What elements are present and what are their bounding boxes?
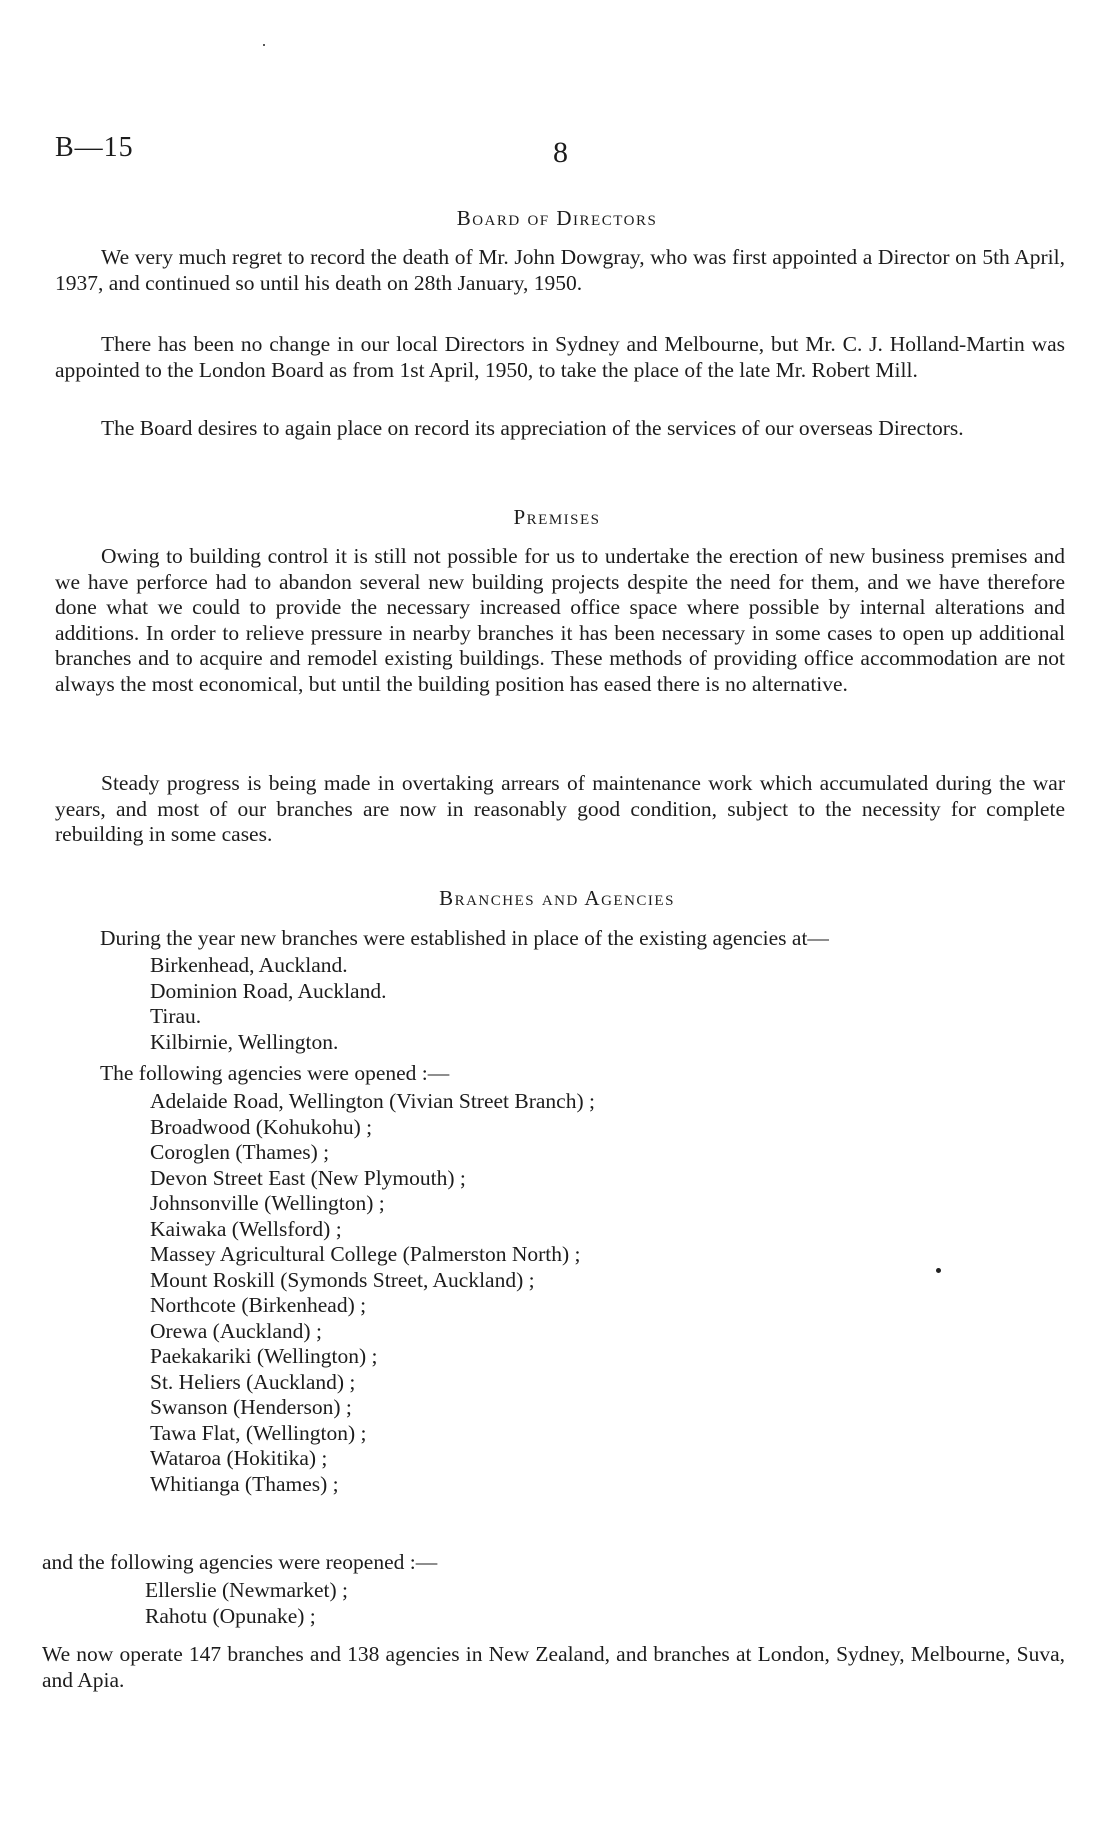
paragraph-board-3: The Board desires to again place on record its appreciation of the services of our overseas Directors.: [101, 416, 964, 440]
list-item: Coroglen (Thames) ;: [150, 1140, 330, 1164]
closing-paragraph: We now operate 147 branches and 138 agencies in New Zealand, and branches at London, Sydney, Melbourne, Suva, and Apia.: [42, 1642, 1065, 1692]
print-speck: [936, 1268, 941, 1273]
list-item: Birkenhead, Auckland.: [150, 953, 348, 977]
new-branches-intro: During the year new branches were established in place of the existing agencies at—: [100, 926, 829, 950]
list-item: Adelaide Road, Wellington (Vivian Street Branch) ;: [150, 1089, 595, 1113]
agencies-reopened-list: [145, 1578, 348, 1629]
list-item: Kilbirnie, Wellington.: [150, 1029, 339, 1054]
section-heading-board-of-directors: Board of Directors: [456, 206, 658, 230]
document-code: B—15: [55, 132, 134, 163]
list-item: Northcote (Birkenhead) ;: [150, 1293, 367, 1317]
list-item: Orewa (Auckland) ;: [150, 1318, 322, 1343]
list-item: Massey Agricultural College (Palmerston North) ;: [150, 1242, 581, 1266]
list-item: Tawa Flat, (Wellington) ;: [150, 1420, 367, 1445]
list-item: Broadwood (Kohukohu) ;: [150, 1114, 373, 1139]
list-item: Whitianga (Thames) ;: [150, 1471, 339, 1496]
list-item: Mount Roskill (Symonds Street, Auckland) ;: [150, 1267, 535, 1292]
list-item: Tirau.: [150, 1004, 202, 1028]
paragraph-premises-2: Steady progress is being made in overtaking arrears of maintenance work which accumulated during the war years, and most of our branches are now in reasonably good condition, subject to the necessity for complete rebuilding in some cases.: [55, 771, 1065, 846]
list-item: Devon Street East (New Plymouth) ;: [150, 1165, 466, 1190]
paragraph-board-2: There has been no change in our local Directors in Sydney and Melbourne, but Mr. C. J. Holland-Martin was appointed to the London Board as from 1st April, 1950, to take the place of the late Mr. Robert Mill.: [55, 332, 1065, 382]
agencies-opened-intro: The following agencies were opened :—: [100, 1061, 450, 1085]
list-item: Paekakariki (Wellington) ;: [150, 1344, 378, 1368]
list-item: Wataroa (Hokitika) ;: [150, 1446, 328, 1470]
page-number: 8: [553, 136, 568, 169]
print-speck: [263, 44, 265, 46]
agencies-opened-list: [150, 1089, 595, 1497]
list-item: Johnsonville (Wellington) ;: [150, 1191, 385, 1215]
section-heading-premises: Premises: [513, 505, 601, 529]
paragraph-board-1: We very much regret to record the death of Mr. John Dowgray, who was first appointed a Director on 5th April, 1937, and continued so until his death on 28th January, 1950.: [55, 245, 1065, 295]
section-heading-branches-and-agencies: Branches and Agencies: [439, 886, 675, 910]
list-item: Ellerslie (Newmarket) ;: [145, 1578, 348, 1602]
paragraph-premises-1: Owing to building control it is still not possible for us to undertake the erection of new business premises and we have perforce had to abandon several new building projects despite the need for them, and we have therefore done what we could to provide the necessary increased office space where possible by internal alterations and additions. In order to relieve pressure in nearby branches it has been necessary in some cases to open up additional branches and to acquire and remodel existing buildings. These methods of providing office accommodation are not always the most economical, but until the building position has eased there is no alternative.: [55, 544, 1065, 696]
list-item: St. Heliers (Auckland) ;: [150, 1369, 356, 1394]
agencies-reopened-intro: and the following agencies were reopened :—: [42, 1550, 438, 1574]
new-branches-list: [150, 953, 386, 1055]
list-item: Rahotu (Opunake) ;: [145, 1603, 316, 1628]
list-item: Kaiwaka (Wellsford) ;: [150, 1216, 342, 1241]
list-item: Swanson (Henderson) ;: [150, 1395, 352, 1419]
list-item: Dominion Road, Auckland.: [150, 978, 387, 1003]
